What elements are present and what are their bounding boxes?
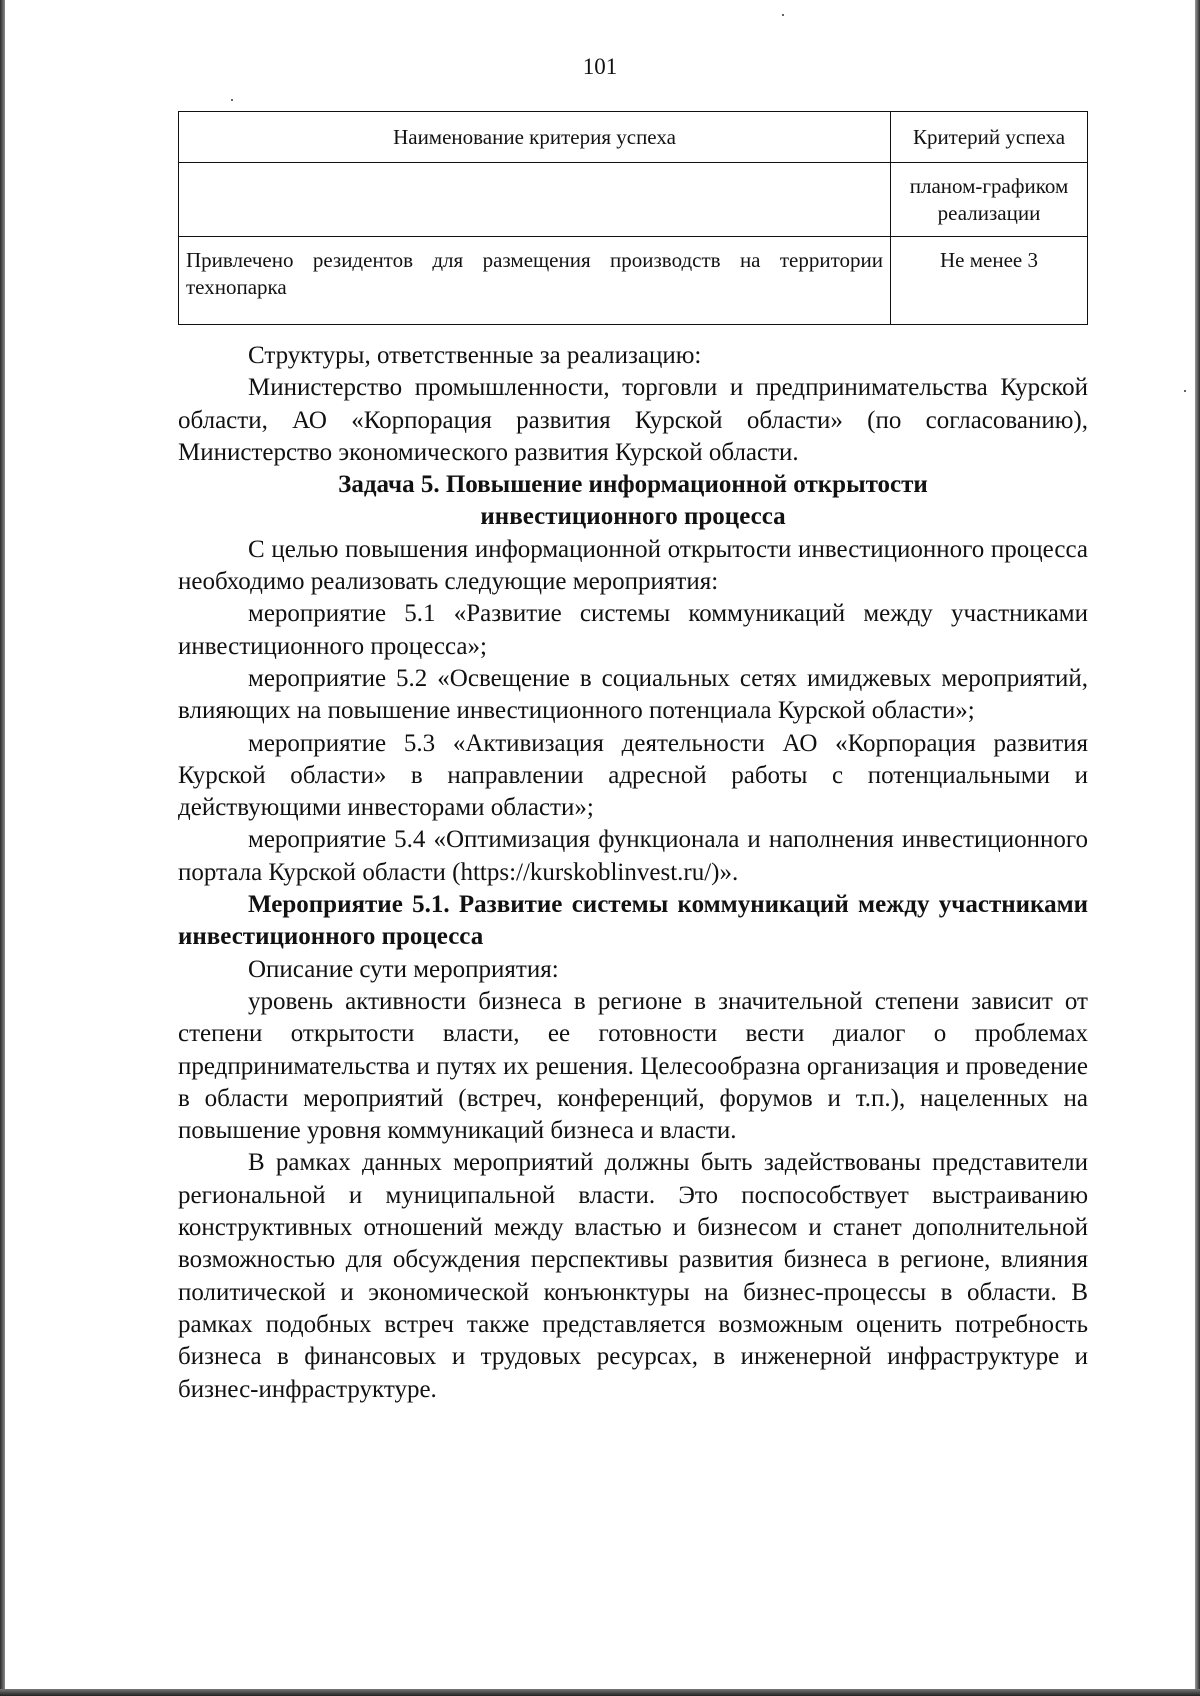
table-cell: Привлечено резидентов для размещения производств на территории технопарка: [179, 237, 891, 325]
scan-edge-bottom: [0, 1689, 1200, 1696]
task-heading-line-2: инвестиционного процесса: [480, 503, 786, 531]
measure-description-paragraph-2: В рамках данных мероприятий должны быть задействованы представители региональной и муниципальной власти. Это поспособствует выстраиванию конструктивных отношений между властью и бизнесом и станет дополнительной возможностью для обсуждения перспективы развития бизнеса в регионе, влияния политической и экономической конъюнктуры на бизнес-процессы в области. В рамках подобных встреч также представляется возможным оценить потребность бизнеса в финансовых и трудовых ресурсах, в инженерной инфраструктуре и бизнес-инфраструктуре.: [178, 1149, 1088, 1403]
table-row: [179, 163, 1088, 237]
page-number: 101: [582, 54, 618, 79]
table-cell: Не менее 3: [891, 237, 1088, 325]
header-criterion-name: Наименование критерия успеха: [179, 112, 891, 163]
measure-description-label: Описание сути мероприятия:: [248, 955, 559, 983]
document-body: [178, 340, 1088, 1406]
table-row: [179, 237, 1088, 325]
responsible-structures-heading: Структуры, ответственные за реализацию:: [248, 342, 702, 369]
table-cell: планом-графиком реализации: [891, 163, 1088, 237]
scan-speck: [1184, 390, 1186, 392]
measure-item-5-1: мероприятие 5.1 «Развитие системы коммуникаций между участниками инвестиционного процесса»;: [178, 600, 1088, 660]
measure-item-5-3: мероприятие 5.3 «Активизация деятельности АО «Корпорация развития Курской области» в направлении адресной работы с потенциальными и действующими инвесторами области»;: [178, 729, 1088, 822]
table-header-row: [179, 112, 1088, 163]
task-heading-line-1: Задача 5. Повышение информационной открытости: [338, 471, 928, 499]
measure-item-5-4: мероприятие 5.4 «Оптимизация функционала и наполнения инвестиционного портала Курской области (https://kurskoblinvest.ru/)».: [178, 826, 1088, 886]
table-cell: [179, 163, 891, 237]
measure-5-1-heading: Мероприятие 5.1. Развитие системы коммуникаций между участниками инвестиционного процесса: [178, 891, 1088, 951]
scan-speck: [231, 99, 233, 101]
criteria-table: [178, 111, 1088, 325]
measure-item-5-2: мероприятие 5.2 «Освещение в социальных сетях имиджевых мероприятий, влияющих на повышение инвестиционного потенциала Курской области»;: [178, 664, 1088, 725]
task-intro-paragraph: С целью повышения информационной открытости инвестиционного процесса необходимо реализовать следующие мероприятия:: [178, 535, 1088, 596]
header-criterion-value: Критерий успеха: [891, 112, 1088, 163]
responsible-structures-text: Министерство промышленности, торговли и предпринимательства Курской области, АО «Корпорация развития Курской области» (по согласованию), Министерство экономического развития Курской области.: [178, 374, 1088, 466]
scan-speck: [782, 14, 784, 16]
measure-description-paragraph-1: уровень активности бизнеса в регионе в значительной степени зависит от степени открытости власти, ее готовности вести диалог о проблемах предпринимательства и путях их решения. Целесообразна организация и проведение в области мероприятий (встреч, конференций, форумов и т.п.), нацеленных на повышение уровня коммуникаций бизнеса и власти.: [178, 987, 1088, 1145]
scan-edge-left: [0, 0, 5, 1696]
scan-edge-right: [1195, 0, 1200, 1696]
